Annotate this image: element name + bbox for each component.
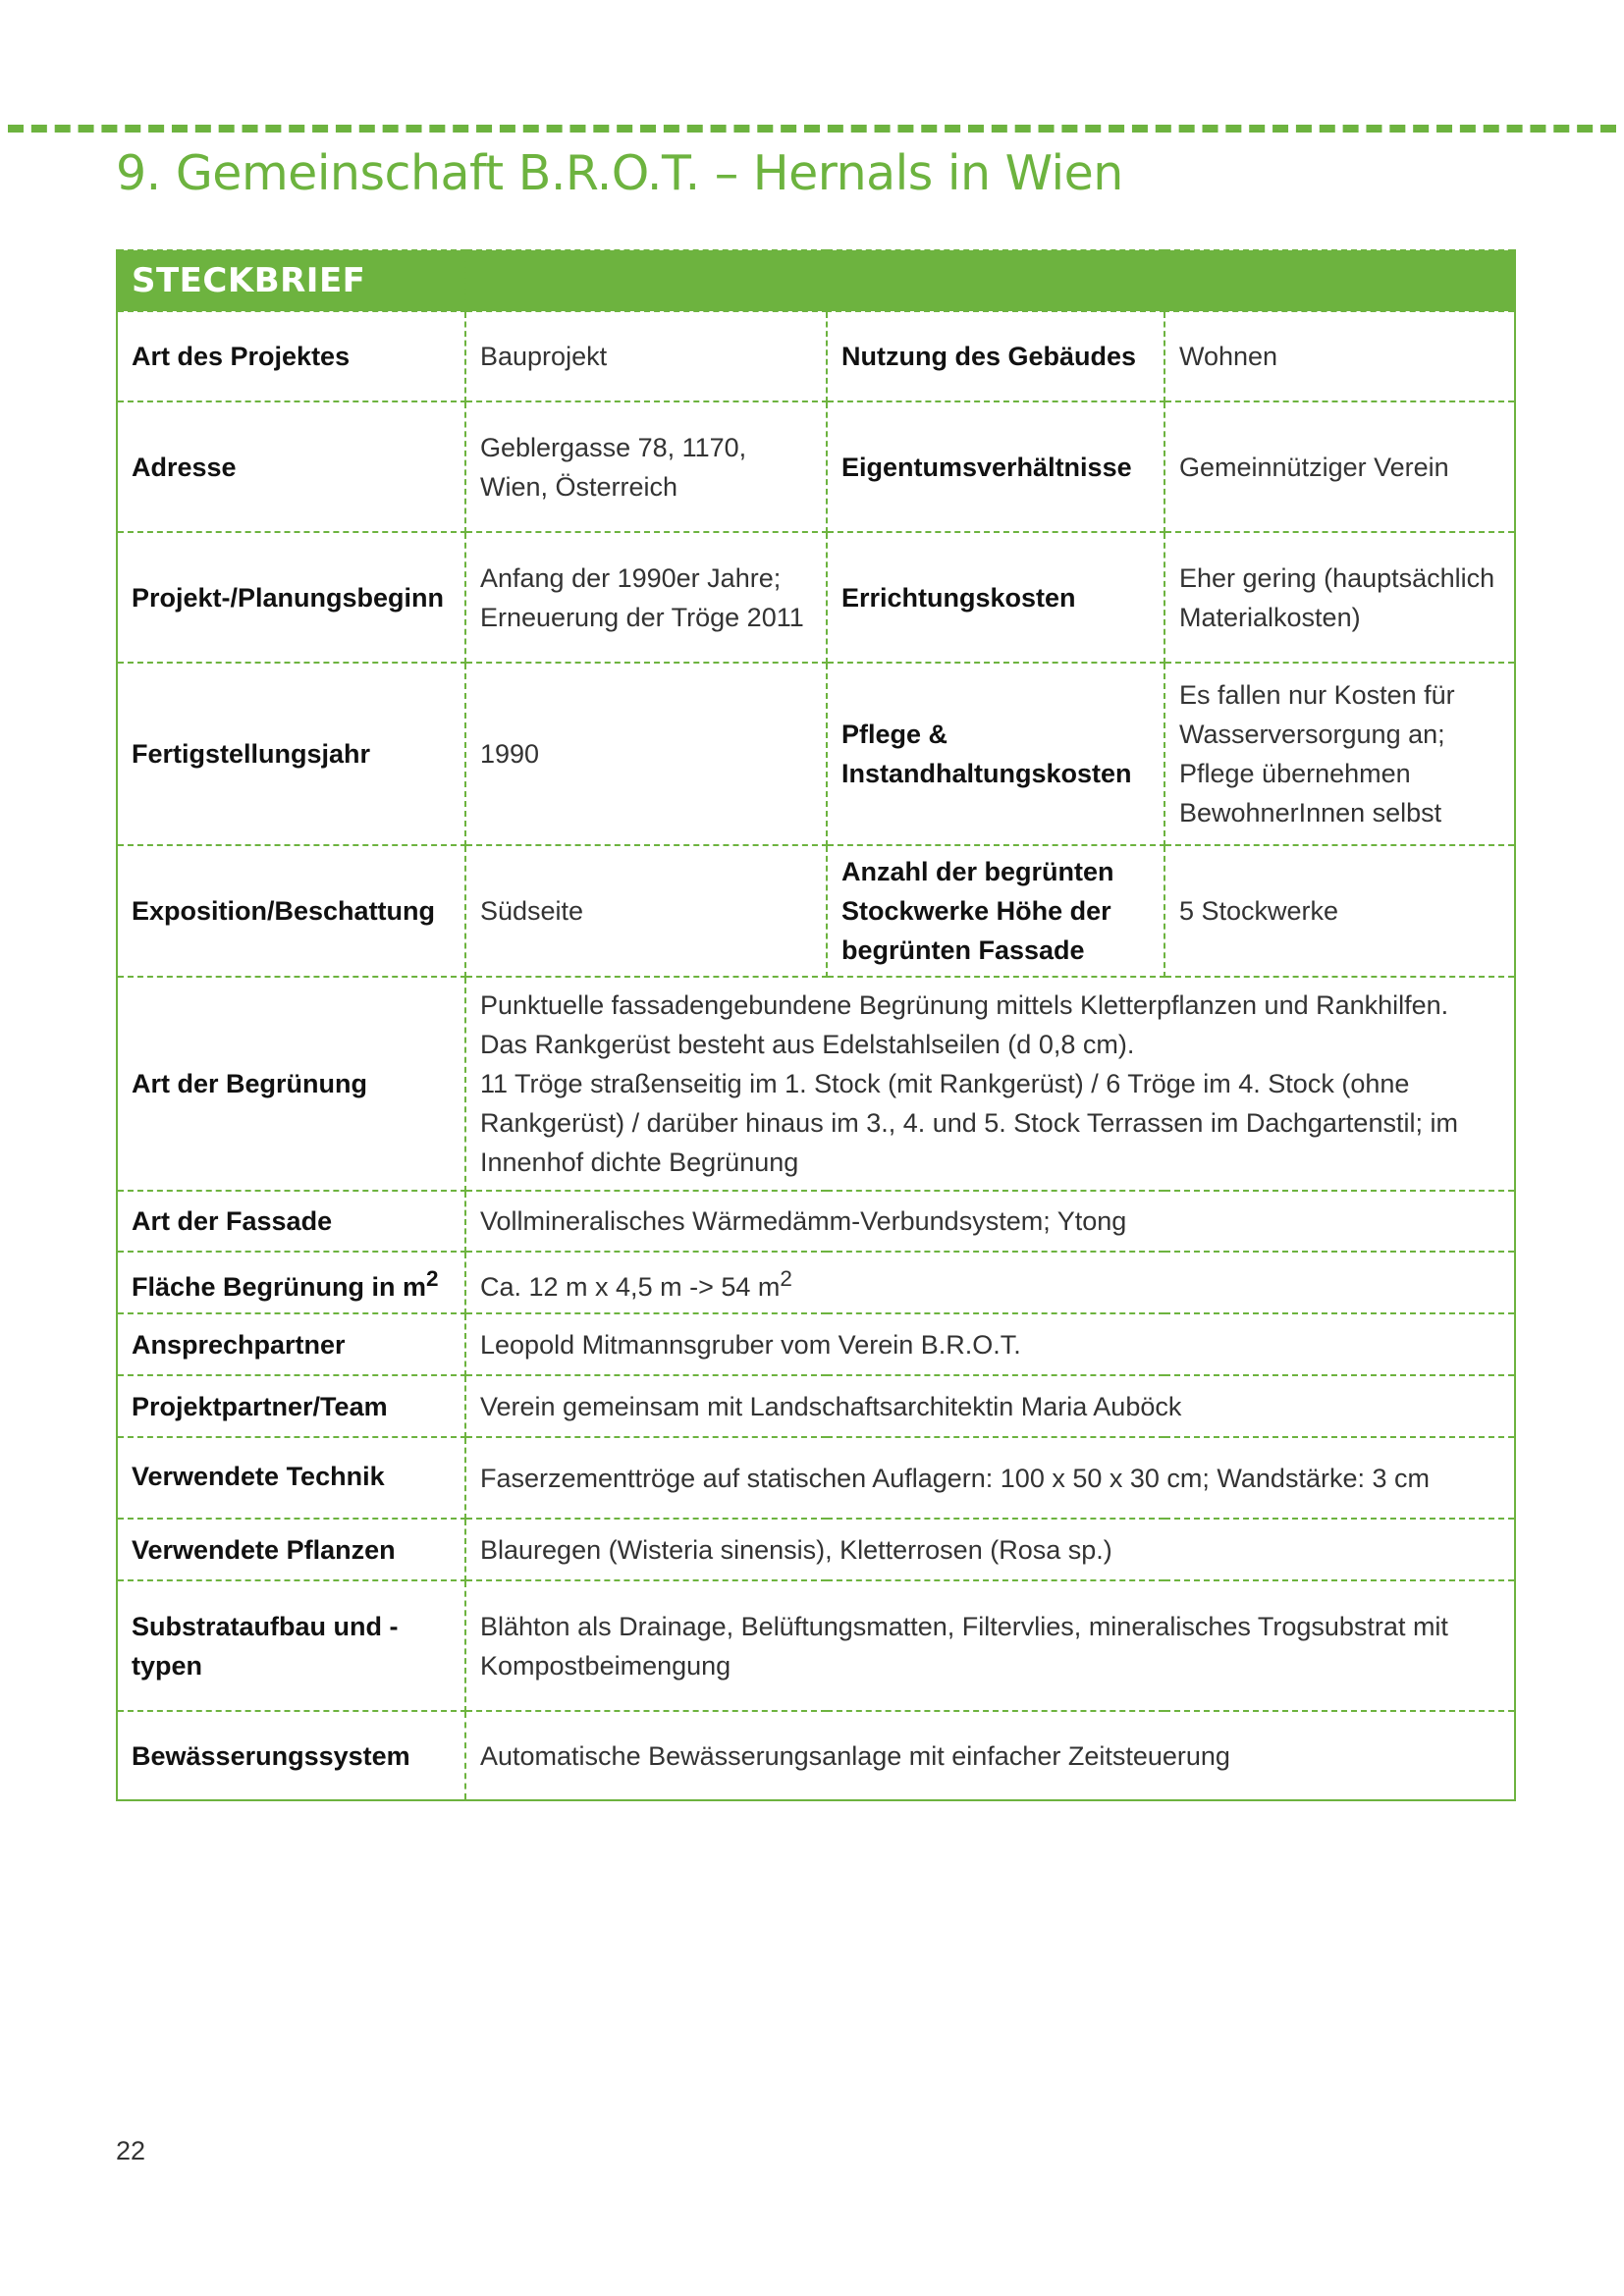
header-filler: [465, 250, 1515, 311]
page-title: 9. Gemeinschaft B.R.O.T. – Hernals in Wien: [116, 145, 1123, 201]
value-anzahl-stockwerke: 5 Stockwerke: [1164, 845, 1515, 977]
value-errichtungskosten: Eher gering (hauptsächlich Materialkosten): [1164, 532, 1515, 663]
table-row: [117, 532, 1515, 663]
value-adresse: Geblergasse 78, 1170, Wien, Österreich: [465, 401, 827, 532]
label-fertigstellungsjahr: Fertigstellungsjahr: [117, 663, 465, 845]
table-row: [117, 977, 1515, 1191]
value-planungsbeginn: Anfang der 1990er Jahre; Erneuerung der Tröge 2011: [465, 532, 827, 663]
label-substrataufbau: Substrataufbau und -typen: [117, 1580, 465, 1711]
value-eigentumsverhaeltnisse: Gemeinnütziger Verein: [1164, 401, 1515, 532]
value-fertigstellungsjahr: 1990: [465, 663, 827, 845]
table-row: [117, 845, 1515, 977]
value-verwendete-technik: Faserzementtröge auf statischen Auflagern: 100 x 50 x 30 cm; Wandstärke: 3 cm: [465, 1437, 1515, 1519]
label-bewaesserungssystem: Bewässerungssystem: [117, 1711, 465, 1800]
label-errichtungskosten: Errichtungskosten: [827, 532, 1164, 663]
table-row: [117, 1519, 1515, 1580]
value-flaeche-begruenung: [465, 1252, 1515, 1313]
value-ansprechpartner: Leopold Mitmannsgruber vom Verein B.R.O.T.: [465, 1313, 1515, 1375]
label-nutzung-des-gebaeudes: Nutzung des Gebäudes: [827, 311, 1164, 401]
table-row: [117, 663, 1515, 845]
top-dashed-rule: [8, 125, 1616, 133]
table-row: [117, 1375, 1515, 1437]
label-verwendete-technik: Verwendete Technik: [117, 1437, 465, 1519]
label-art-des-projektes: Art des Projektes: [117, 311, 465, 401]
value-art-der-fassade: Vollmineralisches Wärmedämm-Verbundsystem; Ytong: [465, 1191, 1515, 1252]
value-art-der-begruenung: [465, 977, 1515, 1191]
table-row: [117, 1191, 1515, 1252]
value-bewaesserungssystem: Automatische Bewässerungsanlage mit einfacher Zeitsteuerung: [465, 1711, 1515, 1800]
value-pflegekosten: Es fallen nur Kosten für Wasserversorgung an; Pflege übernehmen BewohnerInnen selbst: [1164, 663, 1515, 845]
label-art-der-fassade: Art der Fassade: [117, 1191, 465, 1252]
value-exposition: Südseite: [465, 845, 827, 977]
label-pflegekosten: Pflege & Instandhaltungskosten: [827, 663, 1164, 845]
value-projektpartner: Verein gemeinsam mit Landschaftsarchitektin Maria Auböck: [465, 1375, 1515, 1437]
label-flaeche-begruenung: [117, 1252, 465, 1313]
table-row: [117, 1437, 1515, 1519]
steckbrief-heading: STECKBRIEF: [117, 250, 465, 311]
begruenung-text-2: 11 Tröge straßenseitig im 1. Stock (mit Rankgerüst) / 6 Tröge im 4. Stock (ohne Rankgerüst) / darüber hinaus im 3., 4. und 5. Stock Terrassen im Dachgartenstil; im Innenhof dichte Begrünung: [480, 1069, 1458, 1177]
value-verwendete-pflanzen: Blauregen (Wisteria sinensis), Kletterrosen (Rosa sp.): [465, 1519, 1515, 1580]
label-verwendete-pflanzen: Verwendete Pflanzen: [117, 1519, 465, 1580]
value-nutzung-des-gebaeudes: Wohnen: [1164, 311, 1515, 401]
table-row: [117, 1313, 1515, 1375]
flaeche-label-sup: 2: [426, 1265, 439, 1291]
value-substrataufbau: Blähton als Drainage, Belüftungsmatten, Filtervlies, mineralisches Trogsubstrat mit Kompostbeimengung: [465, 1580, 1515, 1711]
flaeche-label-text: Fläche Begrünung in m: [132, 1271, 427, 1302]
label-eigentumsverhaeltnisse: Eigentumsverhältnisse: [827, 401, 1164, 532]
label-ansprechpartner: Ansprechpartner: [117, 1313, 465, 1375]
label-planungsbeginn: Projekt-/Planungsbeginn: [117, 532, 465, 663]
table-row: [117, 1252, 1515, 1313]
table-row: [117, 311, 1515, 401]
table-row: [117, 1580, 1515, 1711]
table-row: [117, 1711, 1515, 1800]
label-exposition: Exposition/Beschattung: [117, 845, 465, 977]
page-number: 22: [116, 2136, 146, 2165]
begruenung-text-1: Punktuelle fassadengebundene Begrünung mittels Kletterpflanzen und Rankhilfen. Das Rankgerüst besteht aus Edelstahlseilen (d 0,8 cm).: [480, 990, 1449, 1059]
flaeche-value-text: Ca. 12 m x 4,5 m -> 54 m: [480, 1271, 781, 1302]
label-anzahl-stockwerke: Anzahl der begrünten Stockwerke Höhe der begrünten Fassade: [827, 845, 1164, 977]
steckbrief-table: [116, 249, 1516, 1801]
table-row: [117, 401, 1515, 532]
flaeche-value-sup: 2: [780, 1265, 792, 1291]
value-art-des-projektes: Bauprojekt: [465, 311, 827, 401]
label-art-der-begruenung: Art der Begrünung: [117, 977, 465, 1191]
label-adresse: Adresse: [117, 401, 465, 532]
label-projektpartner: Projektpartner/Team: [117, 1375, 465, 1437]
table-header-row: [117, 250, 1515, 311]
